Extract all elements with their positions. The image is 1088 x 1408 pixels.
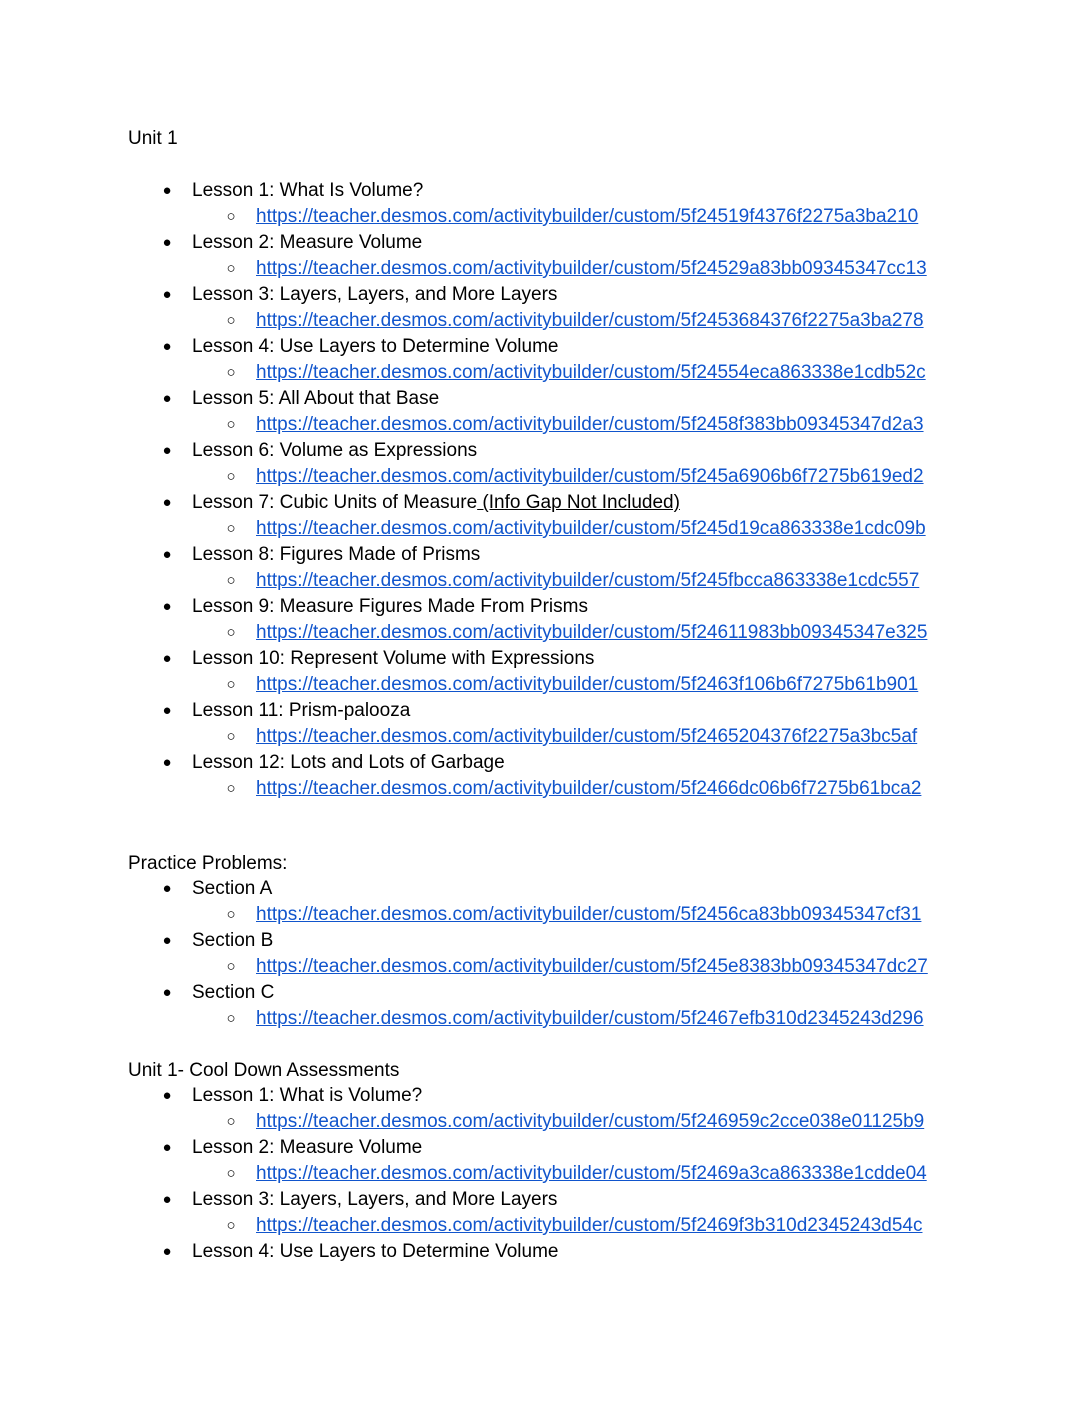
hollow-bullet-icon: ○ [226,572,236,589]
bullet-icon: ● [162,494,172,511]
hollow-bullet-icon: ○ [226,728,236,745]
link-wrapper [256,724,917,750]
practice-problems-list [0,876,1088,1032]
link-item [0,516,1088,542]
link-wrapper [256,1109,924,1135]
lesson-title [192,928,273,954]
lesson-title [192,1083,422,1109]
link-item [0,1006,1088,1032]
list-item [0,282,1088,308]
link-item [0,360,1088,386]
lesson-title [192,1187,557,1213]
lesson-title [192,386,439,412]
bullet-icon: ● [162,234,172,251]
lesson-title [192,178,423,204]
bullet-icon: ● [162,286,172,303]
lesson-title [192,490,680,516]
activity-link[interactable]: https://teacher.desmos.com/activitybuilder/custom/5f245fbcca863338e1cdc557 [256,570,920,591]
hollow-bullet-icon: ○ [226,208,236,225]
activity-link[interactable]: https://teacher.desmos.com/activitybuilder/custom/5f24519f4376f2275a3ba210 [256,206,919,227]
link-wrapper [256,464,924,490]
hollow-bullet-icon: ○ [226,520,236,537]
list-item [0,1083,1088,1109]
lesson-title [192,646,594,672]
bullet-icon: ● [162,1087,172,1104]
bullet-icon: ● [162,390,172,407]
lesson-title-text: Section C [192,982,275,1003]
link-wrapper [256,672,918,698]
list-item [0,1239,1088,1265]
practice-problems-heading: Practice Problems: [128,853,288,874]
lesson-title-text: Lesson 5: All About that Base [192,388,440,409]
lesson-title-text: Lesson 2: Measure Volume [192,232,423,253]
list-item [0,438,1088,464]
hollow-bullet-icon: ○ [226,364,236,381]
lesson-title [192,750,505,776]
bullet-icon: ● [162,932,172,949]
bullet-icon: ● [162,442,172,459]
activity-link[interactable]: https://teacher.desmos.com/activitybuilder/custom/5f2456ca83bb09345347cf31 [256,904,922,925]
link-wrapper [256,568,919,594]
activity-link[interactable]: https://teacher.desmos.com/activitybuilder/custom/5f2467efb310d2345243d296 [256,1008,924,1029]
list-item [0,1187,1088,1213]
list-item [0,334,1088,360]
link-wrapper [256,360,926,386]
hollow-bullet-icon: ○ [226,416,236,433]
link-wrapper [256,1213,922,1239]
lesson-title-text: Lesson 11: Prism-palooza [192,700,411,721]
activity-link[interactable]: https://teacher.desmos.com/activitybuilder/custom/5f246959c2cce038e01125b9 [256,1111,925,1132]
list-item [0,230,1088,256]
list-item [0,750,1088,776]
lesson-title-text: Lesson 4: Use Layers to Determine Volume [192,1241,559,1262]
list-item [0,980,1088,1006]
link-item [0,464,1088,490]
lesson-title [192,1135,422,1161]
activity-link[interactable]: https://teacher.desmos.com/activitybuilder/custom/5f2469f3b310d2345243d54c [256,1215,923,1236]
list-item [0,928,1088,954]
link-item [0,954,1088,980]
link-item [0,672,1088,698]
bullet-icon: ● [162,754,172,771]
activity-link[interactable]: https://teacher.desmos.com/activitybuilder/custom/5f2469a3ca863338e1cdde04 [256,1163,927,1184]
list-item [0,594,1088,620]
lesson-title-text: Lesson 8: Figures Made of Prisms [192,544,481,565]
unit-1-heading: Unit 1 [128,128,178,149]
lesson-title-text: Section A [192,878,273,899]
lesson-title [192,334,558,360]
hollow-bullet-icon: ○ [226,468,236,485]
link-wrapper [256,412,924,438]
lesson-title [192,698,410,724]
lesson-title [192,1239,558,1265]
list-item [0,178,1088,204]
lesson-title-text: Lesson 1: What Is Volume? [192,180,424,201]
lesson-title-text: Lesson 10: Represent Volume with Expressions [192,648,595,669]
cool-down-heading: Unit 1- Cool Down Assessments [128,1060,400,1081]
link-item [0,902,1088,928]
lesson-title [192,876,272,902]
bullet-icon: ● [162,1139,172,1156]
link-item [0,256,1088,282]
bullet-icon: ● [162,1243,172,1260]
hollow-bullet-icon: ○ [226,1113,236,1130]
activity-link[interactable]: https://teacher.desmos.com/activitybuilder/custom/5f24554eca863338e1cdb52c [256,362,926,383]
list-item [0,386,1088,412]
activity-link[interactable]: https://teacher.desmos.com/activitybuilder/custom/5f2465204376f2275a3bc5af [256,726,918,747]
list-item [0,1135,1088,1161]
hollow-bullet-icon: ○ [226,1165,236,1182]
activity-link[interactable]: https://teacher.desmos.com/activitybuilder/custom/5f2463f106b6f7275b61b901 [256,674,919,695]
lesson-title-text: Lesson 12: Lots and Lots of Garbage [192,752,505,773]
hollow-bullet-icon: ○ [226,676,236,693]
lesson-title-text: Lesson 1: What is Volume? [192,1085,423,1106]
lesson-title [192,542,480,568]
link-item [0,724,1088,750]
link-wrapper [256,1161,927,1187]
list-item [0,646,1088,672]
activity-link[interactable]: https://teacher.desmos.com/activitybuilder/custom/5f2458f383bb09345347d2a3 [256,414,924,435]
link-item [0,1161,1088,1187]
bullet-icon: ● [162,1191,172,1208]
lesson-title-text: Lesson 7: Cubic Units of Measure [192,492,478,513]
activity-link[interactable]: https://teacher.desmos.com/activitybuilder/custom/5f2453684376f2275a3ba278 [256,310,924,331]
link-wrapper [256,308,924,334]
hollow-bullet-icon: ○ [226,958,236,975]
lesson-title [192,438,477,464]
link-wrapper [256,516,926,542]
link-wrapper [256,1006,924,1032]
activity-link[interactable]: https://teacher.desmos.com/activitybuilder/custom/5f245a6906b6f7275b619ed2 [256,466,924,487]
bullet-icon: ● [162,880,172,897]
lesson-title-text: Lesson 3: Layers, Layers, and More Layers [192,284,558,305]
lesson-title-text: Lesson 9: Measure Figures Made From Prisms [192,596,588,617]
hollow-bullet-icon: ○ [226,312,236,329]
bullet-icon: ● [162,182,172,199]
bullet-icon: ● [162,598,172,615]
link-wrapper [256,954,928,980]
lesson-title-text: Section B [192,930,274,951]
link-item [0,1109,1088,1135]
list-item [0,542,1088,568]
link-wrapper [256,256,927,282]
link-wrapper [256,776,921,802]
lesson-note: (Info Gap Not Included) [477,492,680,513]
lesson-title-text: Lesson 6: Volume as Expressions [192,440,478,461]
link-item [0,308,1088,334]
link-item [0,204,1088,230]
activity-link[interactable]: https://teacher.desmos.com/activitybuilder/custom/5f245e8383bb09345347dc27 [256,956,928,977]
bullet-icon: ● [162,984,172,1001]
lesson-title [192,980,274,1006]
link-item [0,1213,1088,1239]
bullet-icon: ● [162,702,172,719]
lesson-title-text: Lesson 2: Measure Volume [192,1137,423,1158]
lesson-title [192,282,557,308]
hollow-bullet-icon: ○ [226,260,236,277]
link-item [0,620,1088,646]
activity-link[interactable]: https://teacher.desmos.com/activitybuilder/custom/5f245d19ca863338e1cdc09b [256,518,926,539]
lesson-title [192,230,422,256]
hollow-bullet-icon: ○ [226,624,236,641]
list-item [0,876,1088,902]
link-wrapper [256,204,918,230]
link-wrapper [256,620,927,646]
bullet-icon: ● [162,338,172,355]
hollow-bullet-icon: ○ [226,780,236,797]
list-item [0,698,1088,724]
link-item [0,568,1088,594]
bullet-icon: ● [162,546,172,563]
lesson-title-text: Lesson 3: Layers, Layers, and More Layers [192,1189,558,1210]
cool-down-list [0,1083,1088,1265]
activity-link[interactable]: https://teacher.desmos.com/activitybuilder/custom/5f2466dc06b6f7275b61bca2 [256,778,922,799]
link-item [0,776,1088,802]
link-wrapper [256,902,921,928]
hollow-bullet-icon: ○ [226,1010,236,1027]
bullet-icon: ● [162,650,172,667]
list-item [0,490,1088,516]
lesson-title [192,594,588,620]
unit-1-lesson-list [0,178,1088,802]
activity-link[interactable]: https://teacher.desmos.com/activitybuilder/custom/5f24529a83bb09345347cc13 [256,258,927,279]
activity-link[interactable]: https://teacher.desmos.com/activitybuilder/custom/5f24611983bb09345347e325 [256,622,928,643]
hollow-bullet-icon: ○ [226,906,236,923]
link-item [0,412,1088,438]
hollow-bullet-icon: ○ [226,1217,236,1234]
lesson-title-text: Lesson 4: Use Layers to Determine Volume [192,336,559,357]
